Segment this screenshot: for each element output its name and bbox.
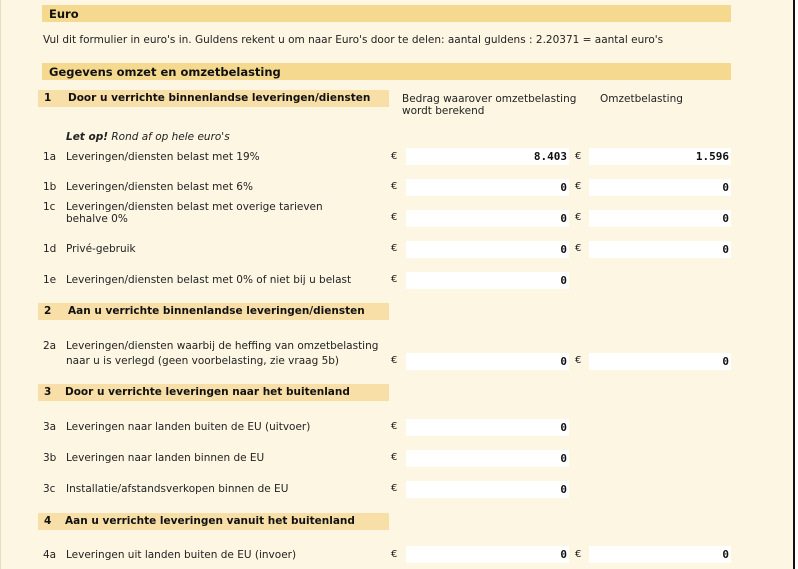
section-number: 3 xyxy=(44,386,52,398)
euro-sign: € xyxy=(391,181,398,192)
note-emphasis: Let op! xyxy=(66,131,109,143)
row-code: 3b xyxy=(43,452,57,464)
row-code: 1a xyxy=(43,151,57,163)
row-label: Leveringen/diensten belast met 6% xyxy=(66,181,253,193)
euro-sign: € xyxy=(391,243,398,254)
section-number: 2 xyxy=(44,305,52,317)
field-1c-tax[interactable]: 0 xyxy=(589,210,731,227)
euro-sign: € xyxy=(391,452,398,463)
euro-sign: € xyxy=(575,355,582,366)
row-code: 1d xyxy=(43,243,57,255)
field-4a-base[interactable]: 0 xyxy=(406,546,569,563)
field-3b-base[interactable]: 0 xyxy=(406,450,569,467)
column-header-base: Bedrag waarover omzetbelasting wordt berekend xyxy=(402,93,577,117)
row-code: 3a xyxy=(43,421,57,433)
row-label: Installatie/afstandsverkopen binnen de EU xyxy=(66,483,289,495)
row-label-line2: naar u is verlegd (geen voorbelasting, zie vraag 5b) xyxy=(66,355,340,367)
field-3c-base[interactable]: 0 xyxy=(406,481,569,498)
field-2a-base[interactable]: 0 xyxy=(406,353,569,370)
field-1a-tax[interactable]: 1.596 xyxy=(589,148,731,165)
field-1d-tax[interactable]: 0 xyxy=(589,241,731,258)
row-code: 4a xyxy=(43,549,57,561)
euro-sign: € xyxy=(391,274,398,285)
section-header: Gegevens omzet en omzetbelasting xyxy=(49,65,281,79)
field-3a-base[interactable]: 0 xyxy=(406,419,569,436)
euro-sign: € xyxy=(391,151,398,162)
section-title: Aan u verrichte binnenlandse leveringen/diensten xyxy=(68,305,365,317)
section-1-header xyxy=(38,90,389,107)
euro-sign: € xyxy=(391,549,398,560)
section-title: Aan u verrichte leveringen vanuit het buitenland xyxy=(65,515,355,527)
section-4-header xyxy=(38,513,389,530)
row-label: Leveringen naar landen buiten de EU (uitvoer) xyxy=(66,421,311,433)
section-2-header xyxy=(38,303,389,320)
row-label: Leveringen/diensten belast met 19% xyxy=(66,151,260,163)
row-code: 1e xyxy=(43,274,57,286)
euro-sign: € xyxy=(391,355,398,366)
note-text: Rond af op hele euro's xyxy=(108,131,230,143)
row-label-line2: behalve 0% xyxy=(66,213,128,225)
field-4a-tax[interactable]: 0 xyxy=(589,546,731,563)
field-1a-base[interactable]: 8.403 xyxy=(406,148,569,165)
section-header-bar xyxy=(42,63,731,80)
row-label: Leveringen/diensten waarbij de heffing van omzetbelasting xyxy=(66,340,379,352)
field-1b-tax[interactable]: 0 xyxy=(589,179,731,196)
section-number: 1 xyxy=(44,92,52,104)
euro-sign: € xyxy=(575,181,582,192)
euro-sign: € xyxy=(391,483,398,494)
row-label: Leveringen uit landen buiten de EU (invoer) xyxy=(66,549,297,561)
section-number: 4 xyxy=(44,515,52,527)
column-header-tax: Omzetbelasting xyxy=(600,93,683,105)
row-code: 2a xyxy=(43,340,57,352)
row-label: Leveringen/diensten belast met 0% of niet bij u belast xyxy=(66,274,352,286)
euro-header-bar xyxy=(42,5,731,22)
euro-sign: € xyxy=(575,212,582,223)
euro-sign: € xyxy=(391,421,398,432)
field-1d-base[interactable]: 0 xyxy=(406,241,569,258)
field-1b-base[interactable]: 0 xyxy=(406,179,569,196)
euro-sign: € xyxy=(575,151,582,162)
field-1e-base[interactable]: 0 xyxy=(406,272,569,289)
rounding-note xyxy=(66,131,230,143)
euro-header: Euro xyxy=(49,7,79,21)
row-code: 1b xyxy=(43,181,57,193)
row-code: 3c xyxy=(43,483,56,495)
field-1c-base[interactable]: 0 xyxy=(406,210,569,227)
section-title: Door u verrichte binnenlandse leveringen/diensten xyxy=(68,92,371,104)
instruction-text: Vul dit formulier in euro's in. Guldens rekent u om naar Euro's door te delen: aantal guldens : 2.20371 = aantal euro's xyxy=(43,34,664,46)
field-2a-tax[interactable]: 0 xyxy=(589,353,731,370)
section-3-header xyxy=(38,384,389,401)
euro-sign: € xyxy=(575,243,582,254)
euro-sign: € xyxy=(575,549,582,560)
row-label: Leveringen naar landen binnen de EU xyxy=(66,452,265,464)
euro-sign: € xyxy=(391,212,398,223)
row-label: Leveringen/diensten belast met overige tarieven xyxy=(66,201,323,213)
section-title: Door u verrichte leveringen naar het buitenland xyxy=(65,386,350,398)
row-code: 1c xyxy=(43,201,56,213)
row-label: Privé-gebruik xyxy=(66,243,136,255)
